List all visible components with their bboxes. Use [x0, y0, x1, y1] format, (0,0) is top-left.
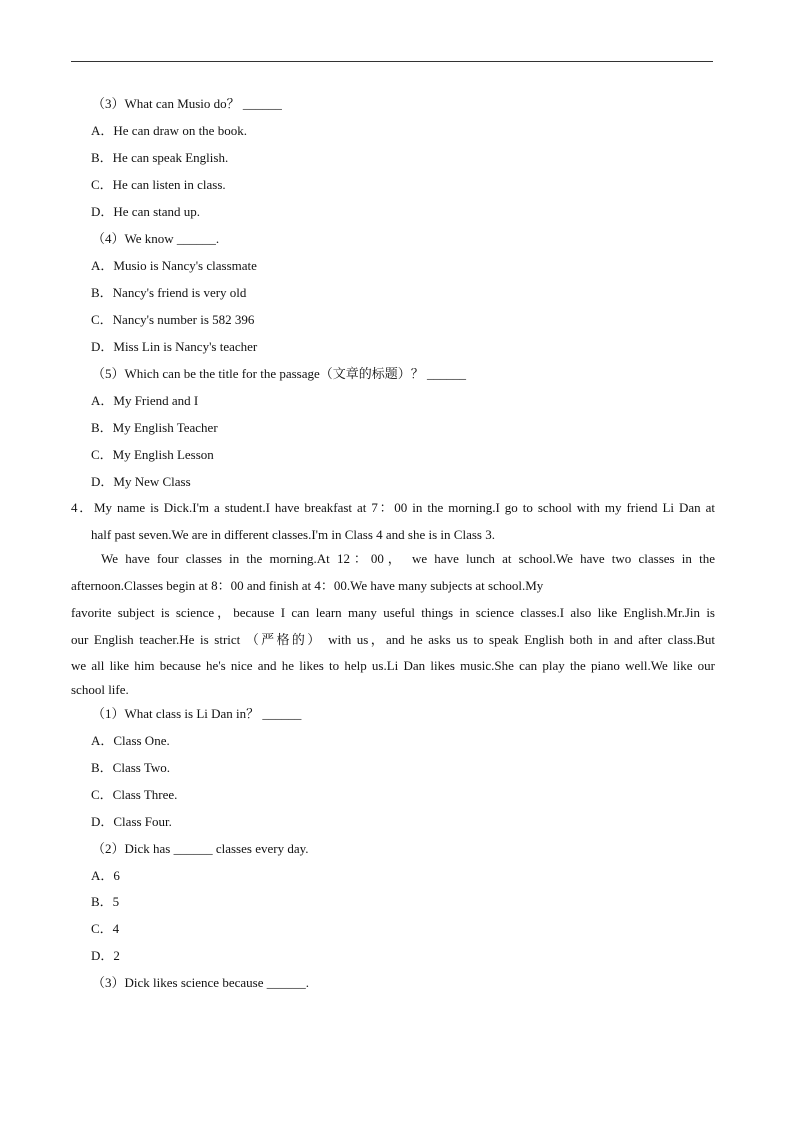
option-a: A．Class One.	[91, 733, 170, 748]
question-3: （3）What can Musio do？ ______	[92, 96, 282, 111]
option-a: A．Musio is Nancy's classmate	[91, 258, 257, 273]
option-d: D．2	[91, 948, 120, 963]
option-d: D．Miss Lin is Nancy's teacher	[91, 339, 258, 354]
passage-line: half past seven.We are in different classes.I'm in Class 4 and she is in Class 3.	[91, 527, 495, 542]
passage-line: our English teacher.He is strict （严格的） with us，and he asks us to speak English both in and after class.But	[71, 632, 715, 647]
option-c: C．Class Three.	[91, 787, 178, 802]
option-a: A．6	[91, 868, 120, 883]
passage-line: afternoon.Classes begin at 8：00 and finish at 4：00.We have many subjects at school.My	[71, 578, 544, 593]
option-d: D．Class Four.	[91, 814, 172, 829]
passage-line: we all like him because he's nice and he likes to help us.Li Dan likes music.She can play the piano well.We like our	[71, 658, 715, 673]
option-b: B．Nancy's friend is very old	[91, 285, 247, 300]
question-2: （2）Dick has ______ classes every day.	[92, 841, 309, 856]
question-1: （1）What class is Li Dan in？ ______	[92, 706, 302, 721]
passage-line: favorite subject is science，because I can learn many useful things in science classes.I also like English.Mr.Jin is	[71, 605, 715, 620]
question-3: （3）Dick likes science because ______.	[92, 975, 309, 990]
header-rule	[71, 61, 713, 62]
option-c: C．He can listen in class.	[91, 177, 226, 192]
passage-line: We have four classes in the morning.At 12：00， we have lunch at school.We have two classes in the	[101, 551, 715, 566]
option-a: A．He can draw on the book.	[91, 123, 247, 138]
option-b: B．He can speak English.	[91, 150, 229, 165]
option-b: B．5	[91, 894, 120, 909]
passage-line: 4．My name is Dick.I'm a student.I have breakfast at 7：00 in the morning.I go to school with my friend Li Dan at	[71, 500, 715, 515]
option-c: C．Nancy's number is 582 396	[91, 312, 255, 327]
question-5: （5）Which can be the title for the passage（文章的标题）？ ______	[92, 366, 467, 381]
passage-line: school life.	[71, 682, 129, 697]
option-a: A．My Friend and I	[91, 393, 199, 408]
option-c: C．My English Lesson	[91, 447, 214, 462]
option-b: B．Class Two.	[91, 760, 171, 775]
option-d: D．My New Class	[91, 474, 191, 489]
option-d: D．He can stand up.	[91, 204, 201, 219]
question-4: （4）We know ______.	[92, 231, 220, 246]
option-c: C．4	[91, 921, 120, 936]
option-b: B．My English Teacher	[91, 420, 218, 435]
